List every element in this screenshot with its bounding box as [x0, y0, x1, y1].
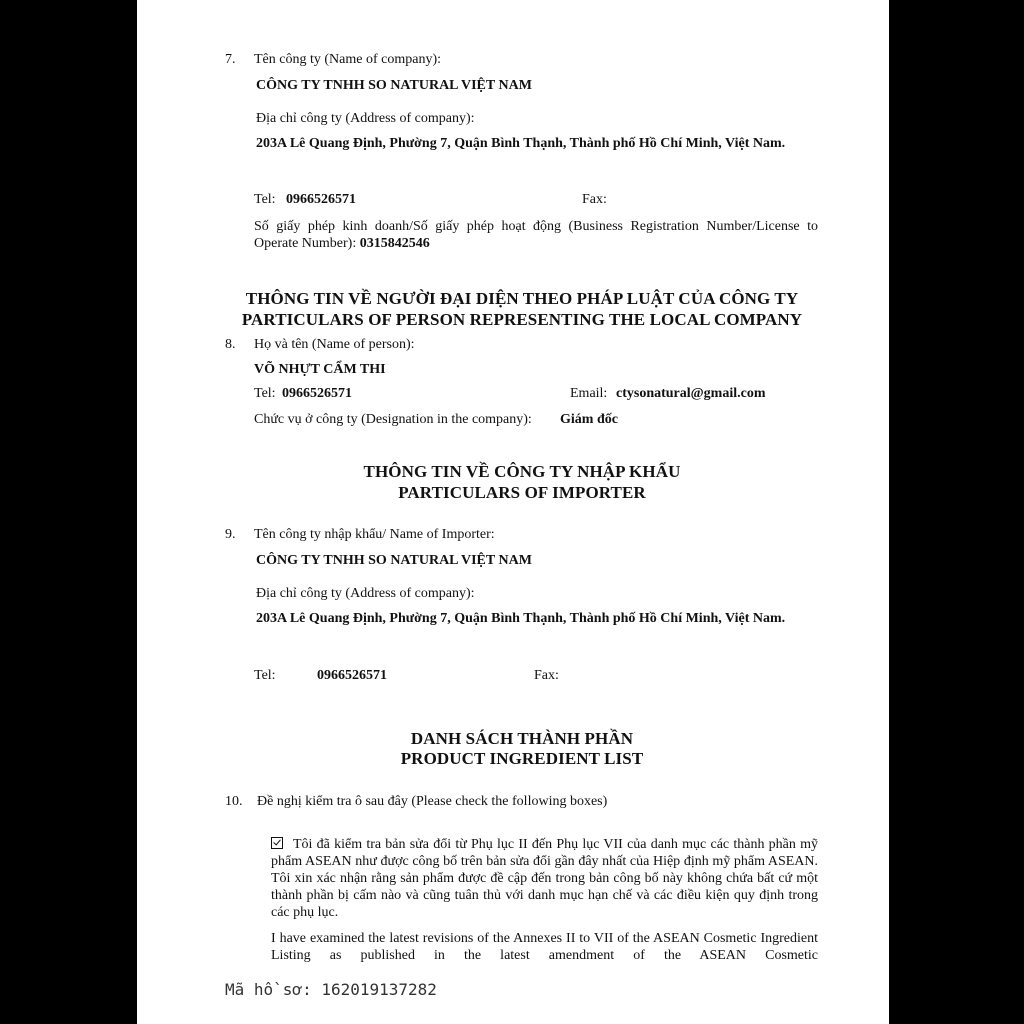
- designation-label: Chức vụ ở công ty (Designation in the company):: [254, 412, 532, 427]
- business-license-label: Số giấy phép kinh doanh/Số giấy phép hoạt động (Business Registration Number/License to Operate Number):: [254, 219, 818, 251]
- company-name-label: Tên công ty (Name of company):: [254, 52, 441, 67]
- tel-value: 0966526571: [286, 192, 356, 207]
- fax-label: Fax:: [582, 192, 607, 207]
- section-9-number: 9.: [225, 527, 236, 542]
- rep-heading-vi: THÔNG TIN VỀ NGƯỜI ĐẠI DIỆN THEO PHÁP LUẬT CỦA CÔNG TY: [245, 289, 799, 308]
- declaration-vi: [271, 836, 818, 921]
- ingredient-heading-vi: DANH SÁCH THÀNH PHẦN: [410, 729, 634, 748]
- tel-label: Tel:: [254, 192, 276, 207]
- record-code: Mã hồ sơ: 162019137282: [225, 980, 437, 999]
- person-name-value: VÕ NHỰT CẨM THI: [254, 362, 386, 377]
- company-address-label: Địa chỉ công ty (Address of company):: [256, 111, 475, 126]
- document-page: [137, 0, 889, 1024]
- business-license-value: 0315842546: [359, 236, 430, 251]
- person-tel-label: Tel:: [254, 386, 276, 401]
- person-email-value: ctysonatural@gmail.com: [616, 386, 766, 401]
- importer-fax-label: Fax:: [534, 668, 559, 683]
- designation-value: Giám đốc: [560, 412, 618, 427]
- declaration-checkbox[interactable]: [271, 837, 283, 849]
- section-7-number: 7.: [225, 52, 236, 67]
- importer-name-label: Tên công ty nhập khẩu/ Name of Importer:: [254, 527, 495, 542]
- importer-tel-value: 0966526571: [317, 668, 387, 683]
- importer-address-value: 203A Lê Quang Định, Phường 7, Quận Bình Thạnh, Thành phố Hồ Chí Minh, Việt Nam.: [256, 611, 786, 626]
- ingredient-heading-en: PRODUCT INGREDIENT LIST: [400, 749, 644, 768]
- business-license: [254, 218, 818, 252]
- importer-heading-vi: THÔNG TIN VỀ CÔNG TY NHẬP KHẨU: [363, 462, 681, 481]
- person-name-label: Họ và tên (Name of person):: [254, 337, 415, 352]
- importer-name-value: CÔNG TY TNHH SO NATURAL VIỆT NAM: [256, 553, 532, 568]
- person-tel-value: 0966526571: [282, 386, 352, 401]
- importer-heading-en: PARTICULARS OF IMPORTER: [398, 483, 646, 502]
- check-instruction: Đề nghị kiểm tra ô sau đây (Please check the following boxes): [257, 794, 608, 809]
- section-8-number: 8.: [225, 337, 236, 352]
- declaration-vi-text: Tôi đã kiểm tra bản sửa đổi từ Phụ lục II đến Phụ lục VII của danh mục các thành phần mỹ phẩm ASEAN như được công bố trên bản sửa đổi gần đây nhất của Hiệp định mỹ phẩm ASEAN. Tôi xin xác nhận rằng sản phẩm được đề cập đến trong bản công bố này không chứa bất cứ một thành phần bị cấm nào và cũng tuân thủ với danh mục hạn chế và các điều kiện quy định trong các phụ lục.: [271, 837, 818, 920]
- importer-address-label: Địa chỉ công ty (Address of company):: [256, 586, 475, 601]
- declaration-en: I have examined the latest revisions of the Annexes II to VII of the ASEAN Cosmetic Ingredient Listing as published in the latest amendment of the ASEAN Cosmetic: [271, 931, 818, 963]
- importer-tel-label: Tel:: [254, 668, 276, 683]
- rep-heading-en: PARTICULARS OF PERSON REPRESENTING THE LOCAL COMPANY: [241, 310, 803, 329]
- person-email-label: Email:: [570, 386, 608, 401]
- company-name-value: CÔNG TY TNHH SO NATURAL VIỆT NAM: [256, 78, 532, 93]
- section-10-number: 10.: [225, 794, 243, 809]
- company-address-value: 203A Lê Quang Định, Phường 7, Quận Bình Thạnh, Thành phố Hồ Chí Minh, Việt Nam.: [256, 136, 786, 151]
